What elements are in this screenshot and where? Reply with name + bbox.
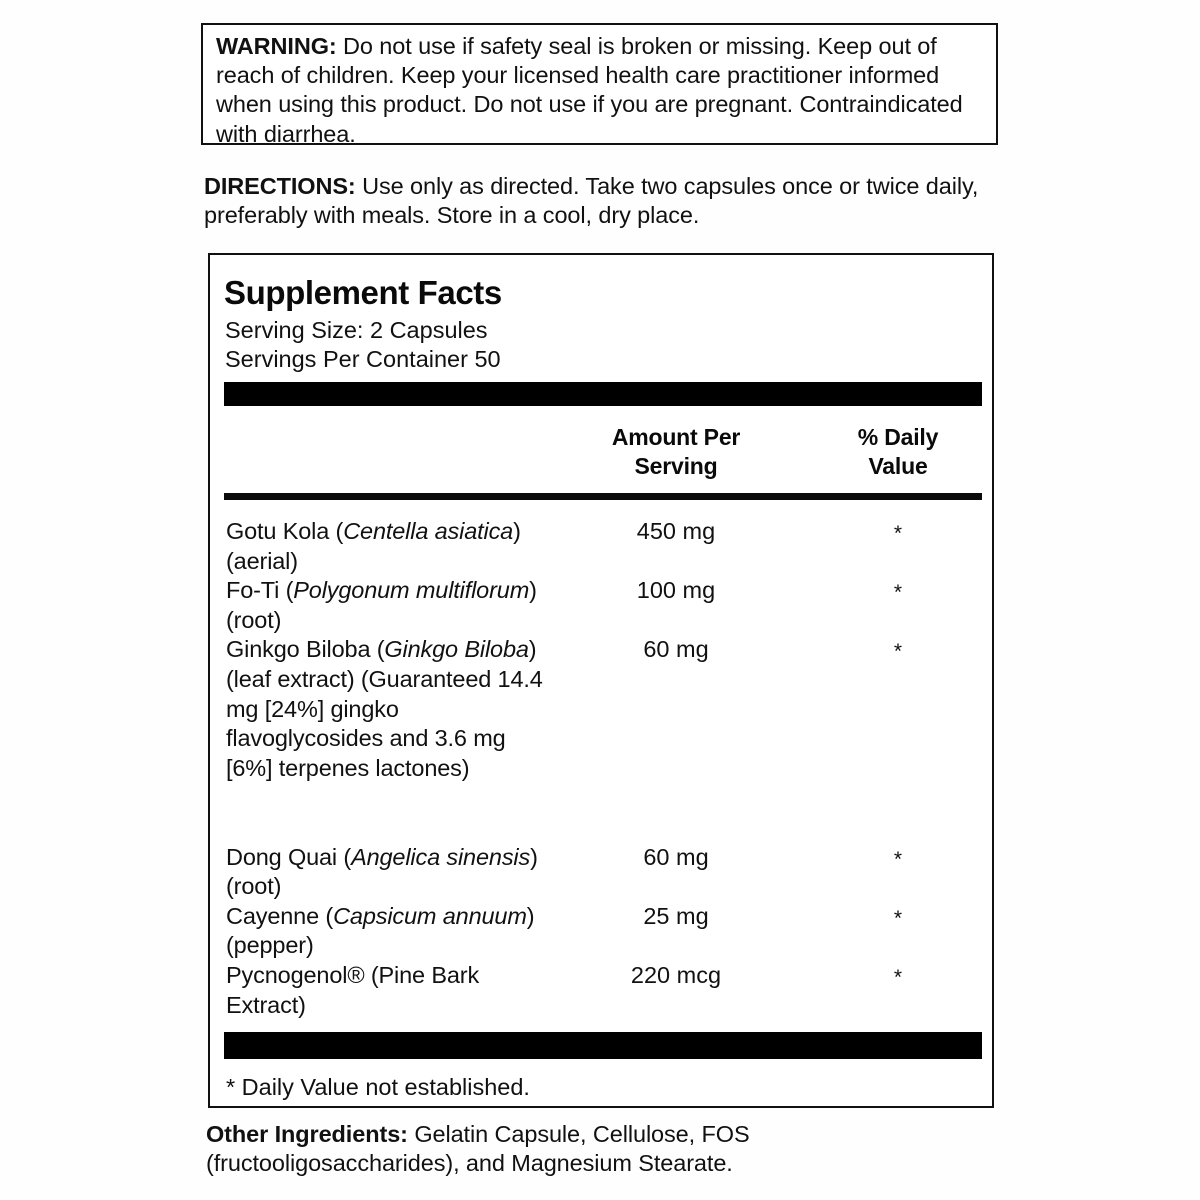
ingredient-name: Fo-Ti (Polygonum multiflorum) (root) — [226, 577, 544, 633]
ingredient-amount: 60 mg — [643, 636, 709, 663]
ingredient-name: Gotu Kola (Centella asiatica) (aerial) — [226, 518, 528, 574]
ingredient-name: Cayenne (Capsicum annuum) (pepper) — [226, 902, 541, 959]
ingredient-daily-value: * — [893, 522, 903, 545]
warning-box — [201, 23, 998, 145]
amount-header-line1: Amount Per — [611, 424, 741, 450]
table-row — [224, 843, 982, 902]
ingredient-name: Ginkgo Biloba (Ginkgo Biloba) (leaf extract) (Guaranteed 14.4 mg [24%] gingko flavoglycosides and 3.6 mg [6%] terpenes lactones) — [226, 636, 543, 781]
ingredient-daily-value: * — [893, 581, 903, 605]
ingredient-daily-value: * — [893, 640, 903, 664]
table-row — [224, 576, 982, 635]
other-ingredients-text — [206, 1120, 1006, 1178]
ingredient-amount: 60 mg — [643, 843, 709, 870]
supplement-facts-panel — [208, 253, 994, 1108]
ingredient-name: Pycnogenol® (Pine Bark Extract) — [226, 961, 480, 1018]
dv-header-line2: Value — [868, 453, 928, 479]
header-black-bar — [224, 382, 982, 406]
directions-text — [204, 172, 994, 230]
warning-label: WARNING: — [216, 33, 337, 59]
warning-body: Do not use if safety seal is broken or missing. Keep out of reach of children. Keep your licensed health care practitioner informed when using this product. Do not use if you are pregnant. Contraindicated with diarrhea. — [216, 33, 963, 147]
supplement-facts-title: Supplement Facts — [224, 274, 502, 311]
ingredient-daily-value: * — [893, 965, 903, 989]
ingredient-name: Dong Quai (Angelica sinensis) (root) — [226, 843, 545, 900]
ingredient-amount: 25 mg — [643, 902, 709, 929]
directions-label: DIRECTIONS: — [204, 173, 356, 199]
header-separator-rule — [224, 493, 982, 500]
other-ingredients-label: Other Ingredients: — [206, 1121, 408, 1147]
table-row — [224, 635, 982, 842]
table-row — [224, 902, 982, 961]
column-headers — [224, 423, 982, 491]
ingredient-amount: 220 mcg — [630, 961, 722, 988]
other-ingredients-body: Gelatin Capsule, Cellulose, FOS (fructooligosaccharides), and Magnesium Stearate. — [206, 1121, 750, 1177]
serving-info — [225, 316, 501, 373]
servings-per-container: Servings Per Container 50 — [225, 345, 501, 372]
supplement-facts-inner — [224, 255, 982, 1106]
serving-size: Serving Size: 2 Capsules — [225, 317, 488, 343]
footer-black-bar — [224, 1032, 982, 1059]
warning-text — [216, 32, 991, 149]
ingredient-rows — [224, 517, 982, 1020]
ingredient-daily-value: * — [893, 906, 903, 930]
amount-header-line2: Serving — [634, 453, 718, 479]
table-row — [224, 517, 982, 576]
dv-header-line1: % Daily — [857, 424, 939, 450]
daily-value-footnote: * Daily Value not established. — [226, 1074, 530, 1100]
column-header-daily-value — [814, 423, 982, 481]
ingredient-amount: 100 mg — [636, 577, 716, 604]
column-header-amount-per-serving — [576, 423, 776, 481]
ingredient-daily-value: * — [893, 847, 903, 871]
ingredient-amount: 450 mg — [636, 518, 716, 544]
directions-body: Use only as directed. Take two capsules once or twice daily, preferably with meals. Store in a cool, dry place. — [204, 173, 979, 229]
table-row — [224, 961, 982, 1020]
